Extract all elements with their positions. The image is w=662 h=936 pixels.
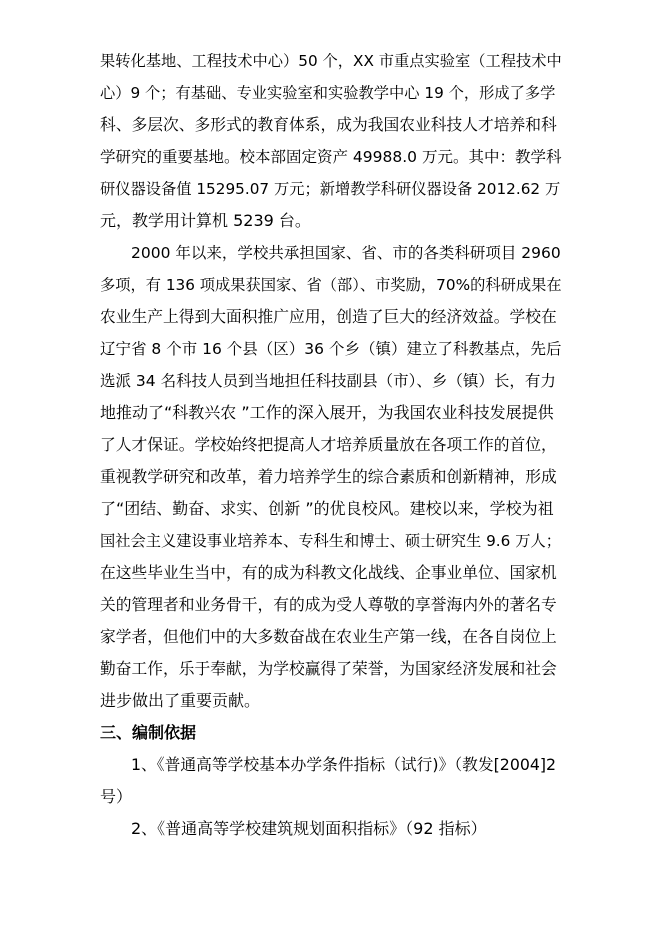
- list-item: 2、《普通高等学校建筑规划面积指标》（92 指标）: [131, 819, 487, 838]
- text-line: 家学者，但他们中的大多数奋战在农业生产第一线，在各自岗位上: [100, 627, 557, 646]
- text-line: 农业生产上得到大面积推广应用，创造了巨大的经济效益。学校在: [100, 307, 557, 326]
- text-line: 选派 34 名科技人员到当地担任科技副县（市）、乡（镇）长，有力: [100, 372, 556, 390]
- text-line: 学研究的重要基地。校本部固定资产 49988.0 万元。其中：教学科: [100, 148, 562, 166]
- text-line: 在这些毕业生当中，有的成为科教文化战线、企事业单位、国家机: [100, 563, 557, 582]
- text-line: 地推动了“科教兴农 ”工作的深入展开，为我国农业科技发展提供: [100, 403, 554, 422]
- text-line: 研仪器设备值 15295.07 万元；新增教学科研仪器设备 2012.62 万: [100, 180, 561, 198]
- text-line: 元，教学用计算机 5239 台。: [100, 211, 311, 230]
- text-line: 多项，有 136 项成果获国家、省（部）、市奖励，70%的科研成果在: [100, 276, 562, 294]
- list-item-continuation: 号）: [100, 787, 133, 806]
- text-line: 进步做出了重要贡献。: [100, 691, 261, 710]
- text-line: 2000 年以来，学校共承担国家、省、市的各类科研项目 2960: [131, 244, 561, 262]
- text-line: 勤奋工作，乐于奉献，为学校赢得了荣誉，为国家经济发展和社会: [100, 659, 557, 678]
- text-line: 了“团结、勤奋、求实、创新 ”的优良校风。建校以来，学校为祖: [100, 499, 554, 518]
- text-line: 心）9 个；有基础、专业实验室和实验教学中心 19 个，形成了多学: [100, 84, 556, 102]
- section-heading: 三、编制依据: [100, 723, 197, 742]
- text-line: 果转化基地、工程技术中心）50 个，XX 市重点实验室（工程技术中: [100, 52, 562, 70]
- text-line: 科、多层次、多形式的教育体系，成为我国农业科技人才培养和科: [100, 115, 557, 134]
- text-line: 关的管理者和业务骨干，有的成为受人尊敬的享誉海内外的著名专: [100, 595, 557, 614]
- text-line: 了人才保证。学校始终把提高人才培养质量放在各项工作的首位，: [100, 435, 557, 454]
- text-line: 辽宁省 8 个市 16 个县（区）36 个乡（镇）建立了科教基点，先后: [100, 340, 562, 358]
- text-line: 国社会主义建设事业培养本、专科生和博士、硕士研究生 9.6 万人；: [100, 532, 561, 550]
- list-item: 1、《普通高等学校基本办学条件指标（试行)》（教发[2004]2: [131, 755, 557, 774]
- text-line: 重视教学研究和改革，着力培养学生的综合素质和创新精神，形成: [100, 467, 557, 486]
